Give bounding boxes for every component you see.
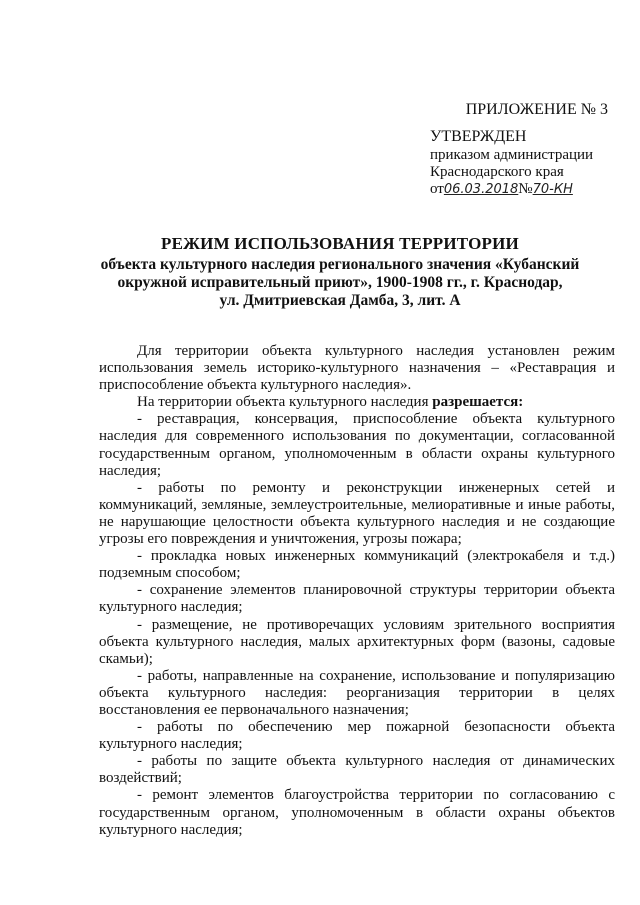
intro-paragraph: Для территории объекта культурного наследия установлен режим использования земель историко-культурного назначения – «Реставрация и приспособление объекта культурного наследия». xyxy=(99,343,615,394)
allowed-bold: разрешается: xyxy=(432,394,524,411)
number-prefix: № xyxy=(518,181,533,197)
approval-stamp xyxy=(430,128,593,198)
approval-line-1: приказом администрации xyxy=(430,147,594,163)
approval-line-2: Краснодарского края xyxy=(430,164,564,180)
title-line-2: окружной исправительный приют», 1900-1908 гг., г. Краснодар, xyxy=(117,274,563,291)
list-item: - работы по защите объекта культурного наследия от динамических воздействий; xyxy=(99,753,615,787)
approval-date-line xyxy=(430,181,593,198)
list-item: - размещение, не противоречащих условиям зрительного восприятия объекта культурного наследия, малых архитектурных форм (вазоны, садовые скамьи); xyxy=(99,616,615,667)
handwritten-date: 06.03.2018 xyxy=(443,182,519,197)
list-item: - работы, направленные на сохранение, использование и популяризацию объекта культурного наследия: реорганизация территории в целях восстановления ее первоначального назначения; xyxy=(99,667,615,718)
list-item: - реставрация, консервация, приспособление объекта культурного наследия для современного использования по документации, согласованной государственным органом, уполномоченным в области охраны культурного наследия; xyxy=(99,411,615,479)
list-item: - прокладка новых инженерных коммуникаций (электрокабеля и т.д.) подземным способом; xyxy=(99,548,615,582)
list-item: - ремонт элементов благоустройства территории по согласованию с государственным органом, уполномоченным в области охраны объектов культурного наследия; xyxy=(99,787,615,838)
list-item: - работы по обеспечению мер пожарной безопасности объекта культурного наследия; xyxy=(99,719,615,753)
approved-title: УТВЕРЖДЕН xyxy=(430,128,527,145)
appendix-label: ПРИЛОЖЕНИЕ № 3 xyxy=(465,101,608,118)
list-item: - работы по ремонту и реконструкции инженерных сетей и коммуникаций, земляные, землеустроительные, мелиоративные и иные работы, не нарушающие целостности объекта культурного наследия и не создающие угрозы его повреждения и уничтожения, угрозы пожара; xyxy=(99,479,615,548)
allowed-prefix: На территории объекта культурного наследия xyxy=(137,394,433,411)
allowed-paragraph xyxy=(99,394,615,411)
handwritten-number: 70-КН xyxy=(532,182,573,197)
document-title-block xyxy=(60,234,620,310)
date-prefix: от xyxy=(430,181,444,197)
title-line-1: объекта культурного наследия регионального значения «Кубанский xyxy=(100,256,580,273)
title-line-3: ул. Дмитриевская Дамба, 3, лит. А xyxy=(219,292,461,309)
list-item: - сохранение элементов планировочной структуры территории объекта культурного наследия; xyxy=(99,582,615,616)
document-title: РЕЖИМ ИСПОЛЬЗОВАНИЯ ТЕРРИТОРИИ xyxy=(161,234,519,253)
document-body xyxy=(99,343,615,839)
